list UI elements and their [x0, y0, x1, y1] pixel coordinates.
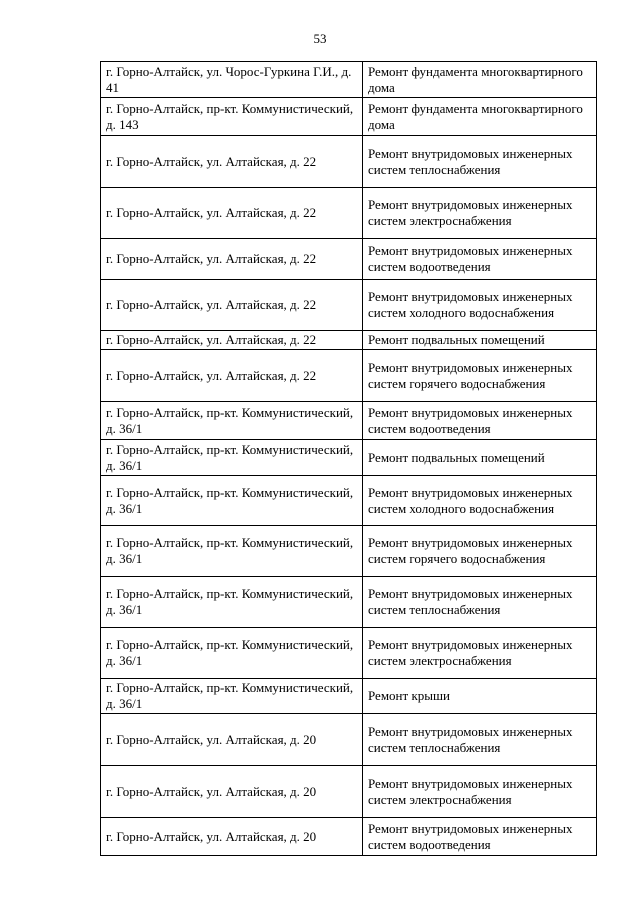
page-number: 53 [313, 31, 327, 46]
address-cell: г. Горно-Алтайск, пр-кт. Коммунистический, д. 36/1 [101, 577, 363, 628]
address-cell: г. Горно-Алтайск, пр-кт. Коммунистический, д. 36/1 [101, 679, 363, 714]
work-cell: Ремонт внутридомовых инженерных систем водоотведения [363, 818, 597, 856]
address-cell: г. Горно-Алтайск, пр-кт. Коммунистический, д. 36/1 [101, 476, 363, 526]
table-row [101, 766, 597, 818]
address-cell: г. Горно-Алтайск, ул. Алтайская, д. 22 [101, 331, 363, 350]
address-cell: г. Горно-Алтайск, ул. Алтайская, д. 22 [101, 136, 363, 188]
address-cell: г. Горно-Алтайск, ул. Алтайская, д. 20 [101, 766, 363, 818]
table-row [101, 628, 597, 679]
table-row [101, 239, 597, 280]
address-cell: г. Горно-Алтайск, ул. Алтайская, д. 22 [101, 188, 363, 239]
address-cell: г. Горно-Алтайск, пр-кт. Коммунистический, д. 36/1 [101, 402, 363, 440]
table-row [101, 818, 597, 856]
table-row [101, 440, 597, 476]
table-row [101, 188, 597, 239]
address-cell: г. Горно-Алтайск, пр-кт. Коммунистический, д. 36/1 [101, 526, 363, 577]
work-cell: Ремонт внутридомовых инженерных систем электроснабжения [363, 766, 597, 818]
work-cell: Ремонт внутридомовых инженерных систем водоотведения [363, 239, 597, 280]
work-cell: Ремонт внутридомовых инженерных систем горячего водоснабжения [363, 526, 597, 577]
address-cell: г. Горно-Алтайск, ул. Чорос-Гуркина Г.И., д. 41 [101, 62, 363, 98]
address-cell: г. Горно-Алтайск, ул. Алтайская, д. 22 [101, 280, 363, 331]
address-cell: г. Горно-Алтайск, пр-кт. Коммунистический, д. 36/1 [101, 440, 363, 476]
works-table [100, 61, 597, 856]
address-cell: г. Горно-Алтайск, пр-кт. Коммунистический, д. 36/1 [101, 628, 363, 679]
table-row [101, 526, 597, 577]
table-row [101, 402, 597, 440]
work-cell: Ремонт внутридомовых инженерных систем теплоснабжения [363, 136, 597, 188]
address-cell: г. Горно-Алтайск, ул. Алтайская, д. 22 [101, 239, 363, 280]
table-row [101, 714, 597, 766]
work-cell: Ремонт внутридомовых инженерных систем теплоснабжения [363, 577, 597, 628]
table-row [101, 98, 597, 136]
address-cell: г. Горно-Алтайск, ул. Алтайская, д. 22 [101, 350, 363, 402]
table-row [101, 577, 597, 628]
address-cell: г. Горно-Алтайск, ул. Алтайская, д. 20 [101, 714, 363, 766]
table-row [101, 331, 597, 350]
work-cell: Ремонт внутридомовых инженерных систем электроснабжения [363, 628, 597, 679]
table-row [101, 350, 597, 402]
table-row [101, 136, 597, 188]
work-cell: Ремонт фундамента многоквартирного дома [363, 62, 597, 98]
work-cell: Ремонт внутридомовых инженерных систем водоотведения [363, 402, 597, 440]
work-cell: Ремонт фундамента многоквартирного дома [363, 98, 597, 136]
table-row [101, 62, 597, 98]
work-cell: Ремонт внутридомовых инженерных систем холодного водоснабжения [363, 476, 597, 526]
table-row [101, 280, 597, 331]
work-cell: Ремонт внутридомовых инженерных систем холодного водоснабжения [363, 280, 597, 331]
work-cell: Ремонт подвальных помещений [363, 440, 597, 476]
address-cell: г. Горно-Алтайск, ул. Алтайская, д. 20 [101, 818, 363, 856]
work-cell: Ремонт крыши [363, 679, 597, 714]
address-cell: г. Горно-Алтайск, пр-кт. Коммунистический, д. 143 [101, 98, 363, 136]
work-cell: Ремонт внутридомовых инженерных систем теплоснабжения [363, 714, 597, 766]
work-cell: Ремонт подвальных помещений [363, 331, 597, 350]
work-cell: Ремонт внутридомовых инженерных систем электроснабжения [363, 188, 597, 239]
work-cell: Ремонт внутридомовых инженерных систем горячего водоснабжения [363, 350, 597, 402]
table-row [101, 476, 597, 526]
table-row [101, 679, 597, 714]
